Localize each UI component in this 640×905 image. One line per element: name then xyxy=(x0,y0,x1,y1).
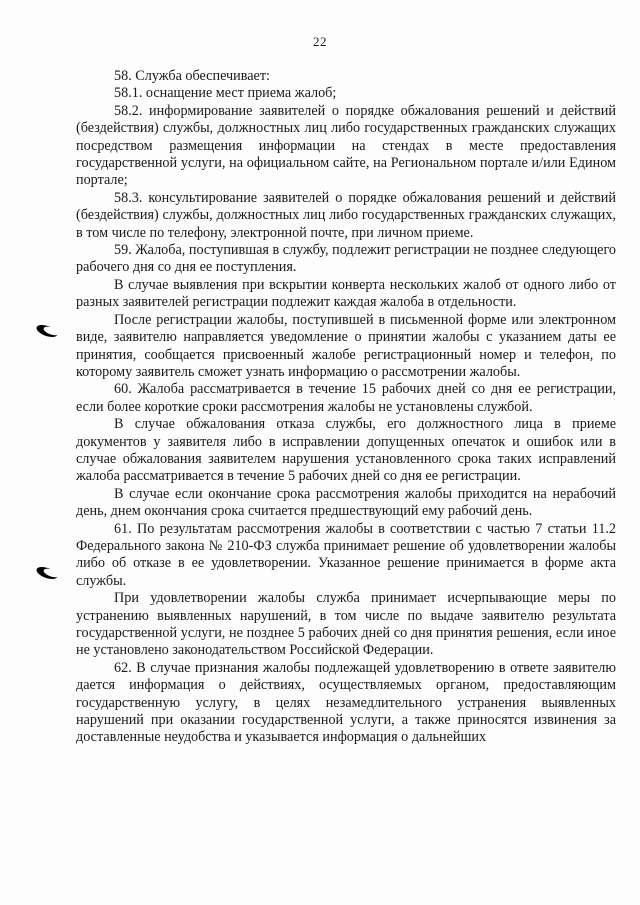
paragraph-62: 62. В случае признания жалобы подлежащей удовлетворению в ответе заявителю дается информация о действиях, осуществляемых органом, предоставляющим государственную услугу, в целях незамедлительного устранения выявленных нарушений при оказании государственной услуги, а также приносятся извинения за доставленные неудобства и указывается информация о дальнейших xyxy=(76,659,616,746)
paragraph-60-refusal: В случае обжалования отказа службы, его должностного лица в приеме документов у заявителя либо в исправлении допущенных опечаток и ошибок или в случае обжалования заявителем нарушения установленного срока таких исправлений жалоба рассматривается в течение 5 рабочих дней со дня ее регистрации. xyxy=(76,416,616,485)
paragraph-61-satisfaction: При удовлетворении жалобы служба принимает исчерпывающие меры по устранению выявленных нарушений, в том числе по выдаче заявителю результата государственной услуги, не позднее 5 рабочих дней со дня принятия решения, если иное не установлено законодательством Российской Федерации. xyxy=(76,590,616,659)
paragraph-58-2: 58.2. информирование заявителей о порядке обжалования решений и действий (бездействия) службы, должностных лиц либо государственных гражданских служащих посредством размещения информации на стендах в месте предоставления государственной услуги, на официальном сайте, на Региональном портале и/или Едином портале; xyxy=(76,102,616,189)
paragraph-60-holiday: В случае если окончание срока рассмотрения жалобы приходится на нерабочий день, днем окончания срока считается предшествующий ему рабочий день. xyxy=(76,485,616,520)
paragraph-59-notification: После регистрации жалобы, поступившей в письменной форме или электронном виде, заявителю направляется уведомление о принятии жалобы с указанием даты ее принятия, сообщается присвоенный жалобе регистрационный номер и телефон, по которому заявитель сможет узнать информацию о рассмотрении жалобы. xyxy=(76,311,616,380)
paragraph-58-1: 58.1. оснащение мест приема жалоб; xyxy=(114,85,337,102)
document-body xyxy=(76,68,616,747)
paragraph-61: 61. По результатам рассмотрения жалобы в соответствии с частью 7 статьи 11.2 Федерального закона № 210-ФЗ служба принимает решение об удовлетворении жалобы либо об отказе в ее удовлетворении. Указанное решение принимается в форме акта службы. xyxy=(76,520,616,589)
paragraph-58-3: 58.3. консультирование заявителей о порядке обжалования решений и действий (бездействия) службы, должностных лиц либо государственных гражданских служащих, в том числе по телефону, электронной почте, при личном приеме. xyxy=(76,189,616,241)
punch-hole-mark xyxy=(35,565,59,582)
punch-hole-mark xyxy=(35,323,59,340)
paragraph-58: 58. Служба обеспечивает: xyxy=(114,68,270,84)
paragraph-59: 59. Жалоба, поступившая в службу, подлежит регистрации не позднее следующего рабочего дня со дня ее поступления. xyxy=(76,242,616,276)
page-number: 22 xyxy=(313,34,327,49)
paragraph-60: 60. Жалоба рассматривается в течение 15 рабочих дней со дня ее регистрации, если более короткие сроки рассмотрения жалобы не установлены службой. xyxy=(76,381,616,415)
paragraph-59-envelope: В случае выявления при вскрытии конверта нескольких жалоб от одного либо от разных заявителей регистрации подлежит каждая жалоба в отдельности. xyxy=(76,276,616,311)
